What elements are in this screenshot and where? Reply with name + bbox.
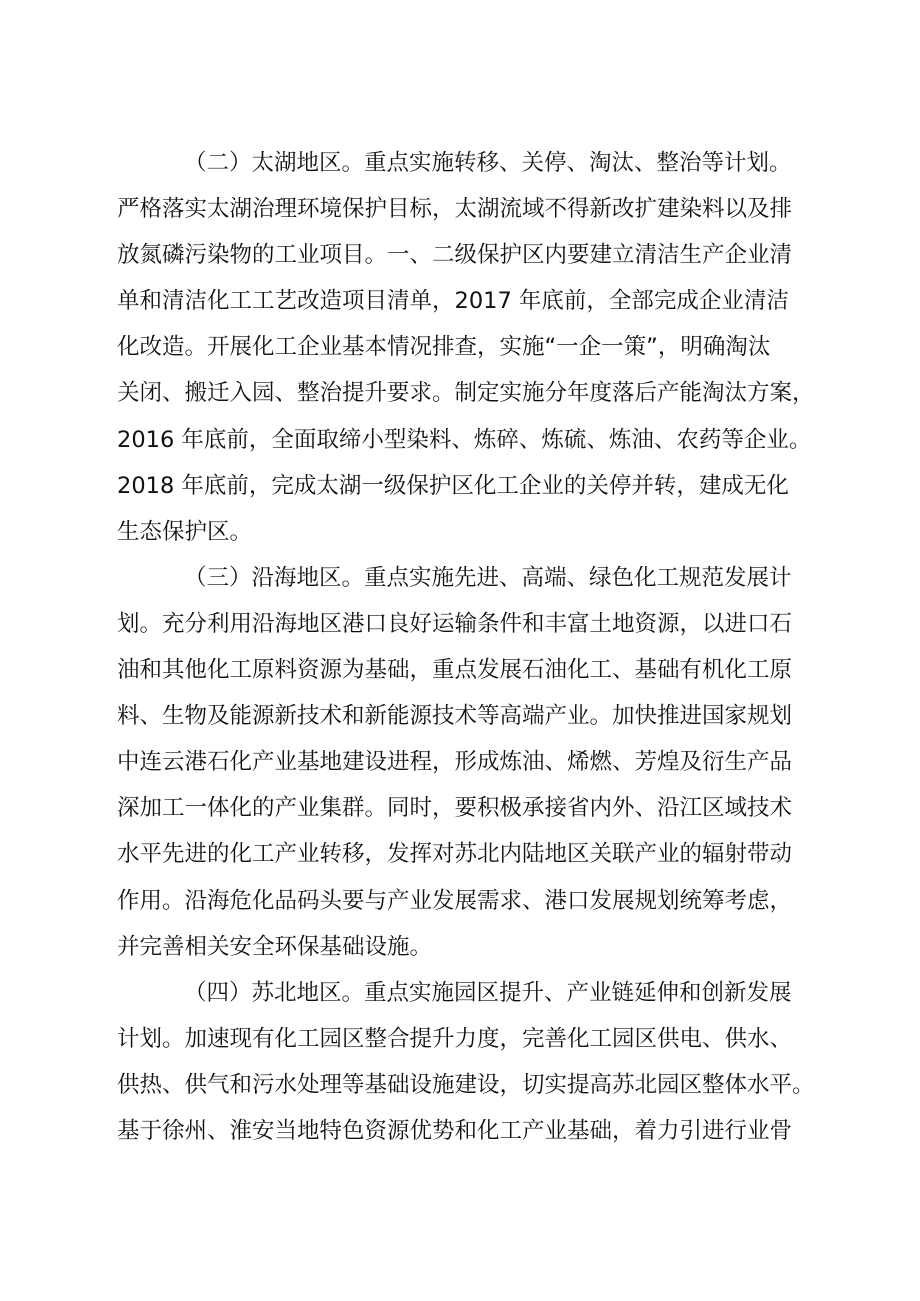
text-line: 2018 年底前，完成太湖一级保护区化工企业的关停并转，建成无化 <box>117 472 789 499</box>
text-line: 油和其他化工原料资源为基础，重点发展石油化工、基础有机化工原 <box>117 657 793 684</box>
text-line: （四）苏北地区。重点实施园区提升、产业链延伸和创新发展 <box>184 979 792 1006</box>
paragraph-subei-region <box>117 970 815 1154</box>
text-line: 中连云港石化产业基地建设进程，形成炼油、烯燃、芳煌及衍生产品 <box>117 749 793 776</box>
text-line: 划。充分利用沿海地区港口良好运输条件和丰富土地资源，以进口石 <box>117 610 793 637</box>
text-line: 放氮磷污染物的工业项目。一、二级保护区内要建立清洁生产企业清 <box>117 242 793 269</box>
text-line: （二）太湖地区。重点实施转移、关停、淘汰、整治等计划。 <box>184 150 792 176</box>
paragraph-taihu-region <box>117 140 815 555</box>
text-line: 深加工一体化的产业集群。同时，要积极承接省内外、沿江区域技术 <box>117 795 793 822</box>
text-line: 严格落实太湖治理环境保护目标，太湖流域不得新改扩建染料以及排 <box>117 196 793 223</box>
text-line: 作用。沿海危化品码头要与产业发展需求、港口发展规划统筹考虑， <box>117 887 793 914</box>
text-line: 料、生物及能源新技术和新能源技术等高端产业。加快推进国家规划 <box>117 703 793 730</box>
text-line: 基于徐州、淮安当地特色资源优势和化工产业基础，着力引进行业骨 <box>117 1117 793 1144</box>
paragraph-coastal-region <box>117 555 807 970</box>
text-line: （三）沿海地区。重点实施先进、高端、绿色化工规范发展计 <box>184 564 792 591</box>
text-line: 供热、供气和污水处理等基础设施建设，切实提高苏北园区整体水平。 <box>117 1071 815 1098</box>
text-line: 水平先进的化工产业转移，发挥对苏北内陆地区关联产业的辐射带动 <box>117 841 793 868</box>
text-line: 单和清洁化工工艺改造项目清单，2017 年底前，全部完成企业清洁 <box>117 288 789 315</box>
text-line: 计划。加速现有化工园区整合提升力度，完善化工园区供电、供水、 <box>117 1025 793 1052</box>
text-line: 2016 年底前，全面取缔小型染料、炼碎、炼硫、炼油、农药等企业。 <box>117 426 812 453</box>
text-line: 生态保护区。 <box>117 518 253 545</box>
text-line: 化改造。开展化工企业基本情况排查，实施“一企一策”，明确淘汰 <box>117 334 771 361</box>
text-line: 关闭、搬迁入园、整治提升要求。制定实施分年度落后产能淘汰方案， <box>117 380 815 407</box>
text-line: 并完善相关安全环保基础设施。 <box>117 933 433 960</box>
document-body <box>117 140 815 1154</box>
